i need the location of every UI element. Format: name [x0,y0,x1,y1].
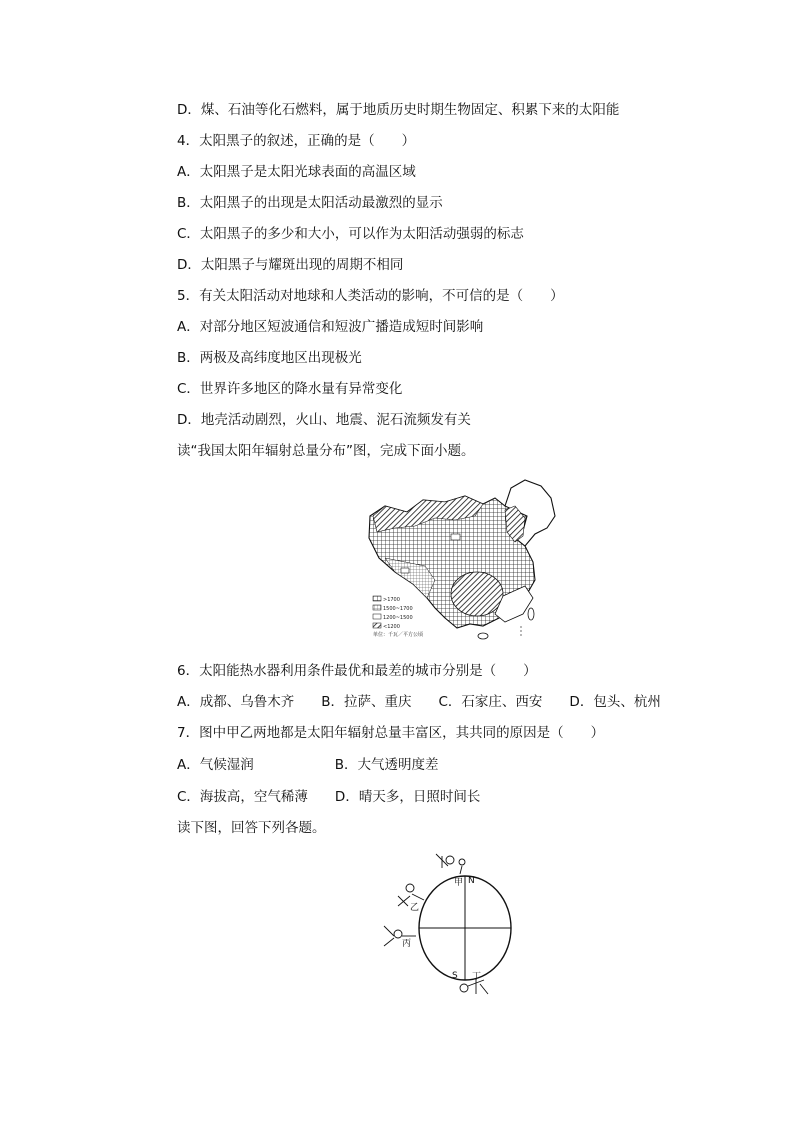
option-text: A．成都、乌鲁木齐 B．拉萨、重庆 C．石家庄、西安 D．包头、杭州 [177,694,661,710]
legend-unit: 单位：千瓦／平方公顷 [373,632,424,638]
question-6: 6．太阳能热水器利用条件最优和最差的城市分别是（ ） [177,663,537,679]
instruction-text: 读“我国太阳年辐射总量分布”图，完成下面小题。 [177,443,475,459]
option-text: C．太阳黑子的多少和大小，可以作为太阳活动强弱的标志 [177,226,524,242]
south-label: S [452,971,458,981]
legend-label: 1200~1500 [383,615,413,621]
option-text: A．气候湿润 B．大气透明度差 [177,757,439,773]
legend-label: 1500~1700 [383,606,413,612]
taiwan [528,608,534,620]
north-label: N [468,876,475,886]
hainan [478,633,488,639]
option-text: D．煤、石油等化石燃料，属于地质历史时期生物固定、积累下来的太阳能 [177,102,620,118]
option-text: C．世界许多地区的降水量有异常变化 [177,381,403,397]
sichuan-low-area [451,572,503,616]
question-5: 5．有关太阳活动对地球和人类活动的影响，不可信的是（ ） [177,288,564,304]
option-text: D．太阳黑子与耀斑出现的周期不相同 [177,257,404,273]
question-7: 7．图中甲乙两地都是太阳年辐射总量丰富区，其共同的原因是（ ） [177,725,605,741]
observer-yi [398,884,424,913]
legend-label: >1700 [383,597,400,603]
legend-label: <1200 [383,624,400,630]
option-text: B．太阳黑子的出现是太阳活动最激烈的显示 [177,195,443,211]
instruction-text: 读下图，回答下列各题。 [177,820,326,836]
label-bing: 丙 [402,939,412,949]
question-4: 4．太阳黑子的叙述，正确的是（ ） [177,133,416,149]
option-text: B．两极及高纬度地区出现极光 [177,350,362,366]
option-text: A．太阳黑子是太阳光球表面的高温区域 [177,164,416,180]
option-text: C．海拔高，空气稀薄 D．晴天多，日照时间长 [177,789,481,805]
solar-radiation-map [365,476,560,642]
observer-bing [384,926,416,949]
option-text: A．对部分地区短波通信和短波广播造成短时间影响 [177,319,484,335]
label-yi: 乙 [410,903,420,913]
label-jia: 甲 [454,878,464,888]
globe-figure [380,852,520,998]
map-legend [373,596,423,638]
label-ding: 丁 [472,972,482,982]
option-text: D．地壳活动剧烈，火山、地震、泥石流频发有关 [177,412,471,428]
